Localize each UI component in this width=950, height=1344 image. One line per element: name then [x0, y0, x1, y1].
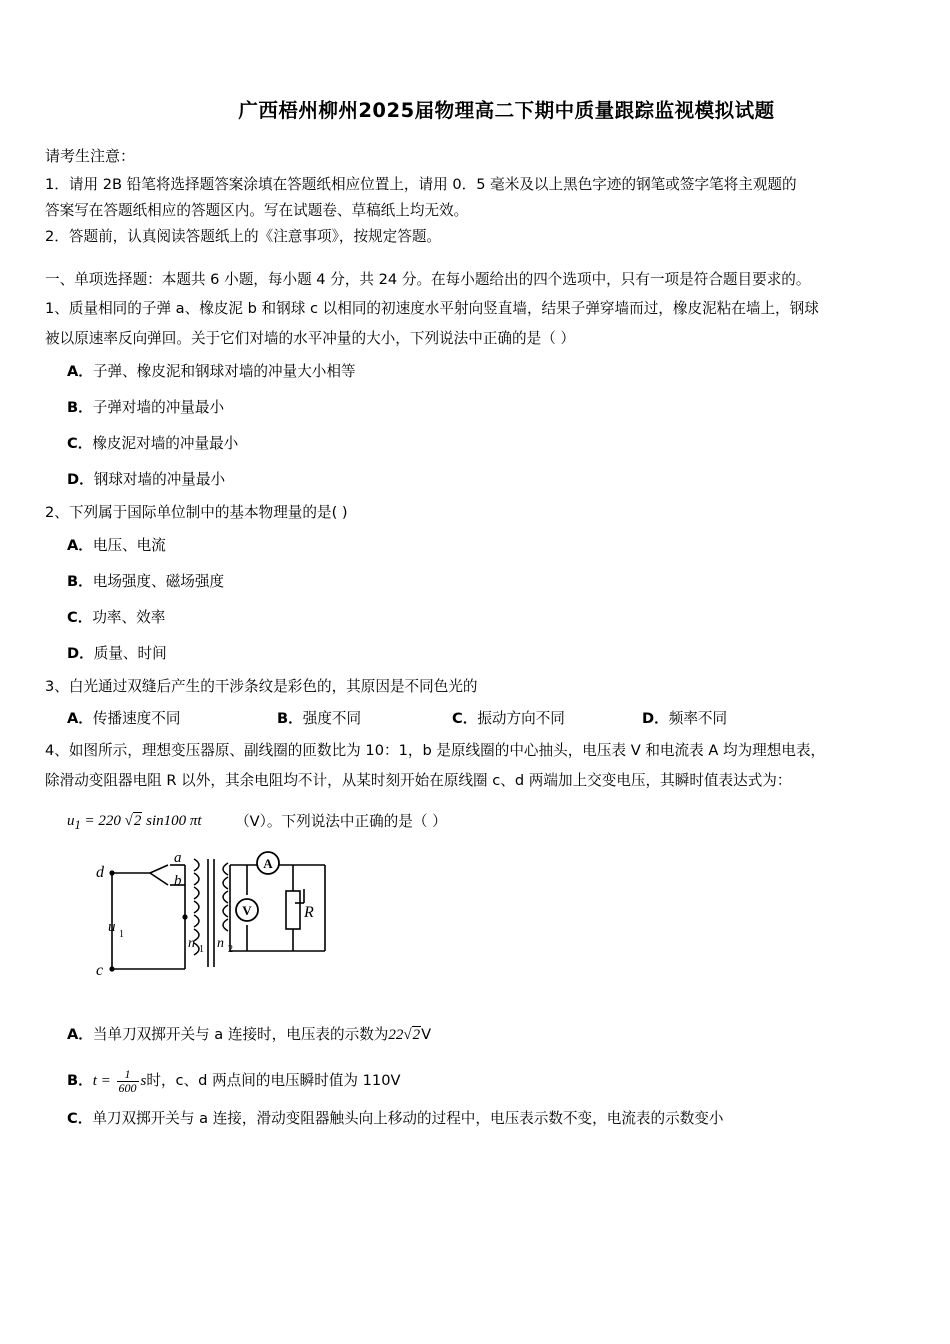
option-text: 电场强度、磁场强度	[92, 573, 225, 590]
question-4-stem	[45, 736, 913, 766]
question-1-stem-line1: 质量相同的子弹 a、橡皮泥 b 和钢球 c 以相同的初速度水平射向竖直墙，结果子弹穿墙而过，橡皮泥粘在墙上，钢球	[68, 300, 819, 317]
option-label: D．	[642, 710, 669, 727]
option-label: C．	[452, 710, 478, 727]
option-label: B．	[67, 573, 93, 590]
svg-text:A: A	[263, 855, 273, 871]
question-1-stem	[45, 294, 913, 324]
option-label: C．	[67, 1109, 93, 1127]
option-label: A．	[67, 710, 93, 727]
option-text: 子弹、橡皮泥和钢球对墙的冲量大小相等	[92, 363, 356, 380]
option-label: A．	[67, 537, 93, 554]
svg-text:2: 2	[228, 943, 233, 955]
question-2-stem-line1: 下列属于国际单位制中的基本物理量的是( )	[68, 504, 348, 521]
svg-text:u: u	[108, 918, 116, 935]
question-1-number: 1、	[45, 300, 69, 317]
question-1-option-c	[45, 426, 913, 462]
question-4-answer-b	[45, 1058, 913, 1104]
svg-text:b: b	[174, 872, 182, 889]
answer-a-unit: V	[421, 1025, 432, 1043]
question-3-option-c	[452, 702, 642, 736]
question-3-number: 3、	[45, 678, 69, 695]
svg-text:c: c	[96, 961, 104, 979]
question-4-answer-c	[45, 1104, 913, 1134]
svg-text:V: V	[242, 902, 252, 918]
document-body	[45, 95, 913, 1134]
option-text: 单刀双掷开关与 a 连接，滑动变阻器触头向上移动的过程中，电压表示数不变，电流表的示数变小	[92, 1109, 724, 1127]
option-label: A．	[67, 363, 93, 380]
option-text: 当单刀双掷开关与 a 连接时，电压表的示数为	[92, 1025, 389, 1043]
option-text: 子弹对墙的冲量最小	[92, 399, 225, 416]
page-title: 广西梧州柳州2025届物理高二下期中质量跟踪监视模拟试题	[238, 99, 775, 122]
question-2-option-d	[45, 636, 913, 672]
answer-b-math: t = $\frac{1}{600}$ s	[92, 1066, 147, 1095]
option-label: B．	[67, 1071, 93, 1089]
question-4-answer-a	[45, 1012, 913, 1058]
question-1-option-b	[45, 390, 913, 426]
question-2-option-a	[45, 528, 913, 564]
question-2-stem	[45, 498, 913, 528]
notice-line-2: 2．答题前，认真阅读答题纸上的《注意事项》，按规定答题。	[45, 228, 442, 245]
question-4-formula-tail: （V）。下列说法中正确的是（ ）	[235, 813, 447, 830]
option-text: 强度不同	[302, 710, 362, 727]
question-4-stem-line2: 除滑动变阻器电阻 R 以外，其余电阻均不计，从某时刻开始在原线圈 c、d 两端加上交变电压，其瞬时值表达式为：	[45, 772, 792, 789]
option-text: 频率不同	[668, 710, 728, 727]
option-label: C．	[67, 435, 93, 452]
option-label: C．	[67, 609, 93, 626]
question-2-number: 2、	[45, 504, 69, 521]
option-text: 电压、电流	[92, 537, 166, 554]
answer-b-text: 时，c、d 两点间的电压瞬时值为 110V	[146, 1071, 401, 1089]
notice-line-1: 1．请用 2B 铅笔将选择题答案涂填在答题纸相应位置上，请用 0．5 毫米及以上黑色字迹的钢笔或签字笔将主观题的	[45, 176, 797, 193]
option-label: D．	[67, 645, 94, 662]
formula-u1: $u_1 = 220$ √2 sin100 πt	[67, 812, 202, 832]
svg-text:1: 1	[199, 943, 204, 955]
option-label: D．	[67, 471, 94, 488]
question-2-option-b	[45, 564, 913, 600]
question-4-stem-line1: 如图所示，理想变压器原、副线圈的匝数比为 10：1，b 是原线圈的中心抽头，电压表 V 和电流表 A 均为理想电表，	[68, 742, 826, 759]
question-3-options	[45, 702, 913, 736]
svg-text:d: d	[96, 863, 104, 881]
svg-text:n: n	[188, 935, 195, 951]
question-4-formula-row	[67, 810, 913, 833]
option-label: B．	[67, 399, 93, 416]
svg-text:a: a	[174, 850, 182, 866]
option-text: 功率、效率	[92, 609, 166, 626]
question-3-option-a	[67, 702, 277, 736]
question-1-option-d	[45, 462, 913, 498]
option-text: 传播速度不同	[92, 710, 181, 727]
svg-text:1: 1	[119, 928, 124, 940]
option-text: 橡皮泥对墙的冲量最小	[92, 435, 239, 452]
svg-text:n: n	[217, 935, 224, 951]
question-3-stem-line1: 白光通过双缝后产生的干涉条纹是彩色的，其原因是不同色光的	[68, 678, 478, 695]
option-label: B．	[277, 710, 303, 727]
transformer-circuit-diagram	[90, 851, 913, 996]
option-text: 钢球对墙的冲量最小	[93, 471, 226, 488]
question-1-stem-line2: 被以原速率反向弹回。关于它们对墙的水平冲量的大小，下列说法中正确的是（ ）	[45, 330, 576, 347]
notice-heading: 请考生注意：	[45, 147, 136, 165]
question-2-option-c	[45, 600, 913, 636]
question-4-number: 4、	[45, 742, 69, 759]
svg-text:R: R	[304, 903, 314, 921]
question-1-option-a	[45, 354, 913, 390]
option-label: A．	[67, 1025, 93, 1043]
option-text: 振动方向不同	[477, 710, 565, 727]
answer-a-math: 22√2	[388, 1026, 421, 1043]
question-3-stem	[45, 672, 913, 702]
question-3-option-d	[642, 702, 727, 736]
section-heading: 一、单项选择题：本题共 6 小题，每小题 4 分，共 24 分。在每小题给出的四个选项中，只有一项是符合题目要求的。	[45, 271, 811, 288]
option-text: 质量、时间	[93, 645, 167, 662]
notice-line-1b: 答案写在答题纸相应的答题区内。写在试题卷、草稿纸上均无效。	[45, 202, 469, 219]
question-3-option-b	[277, 702, 452, 736]
